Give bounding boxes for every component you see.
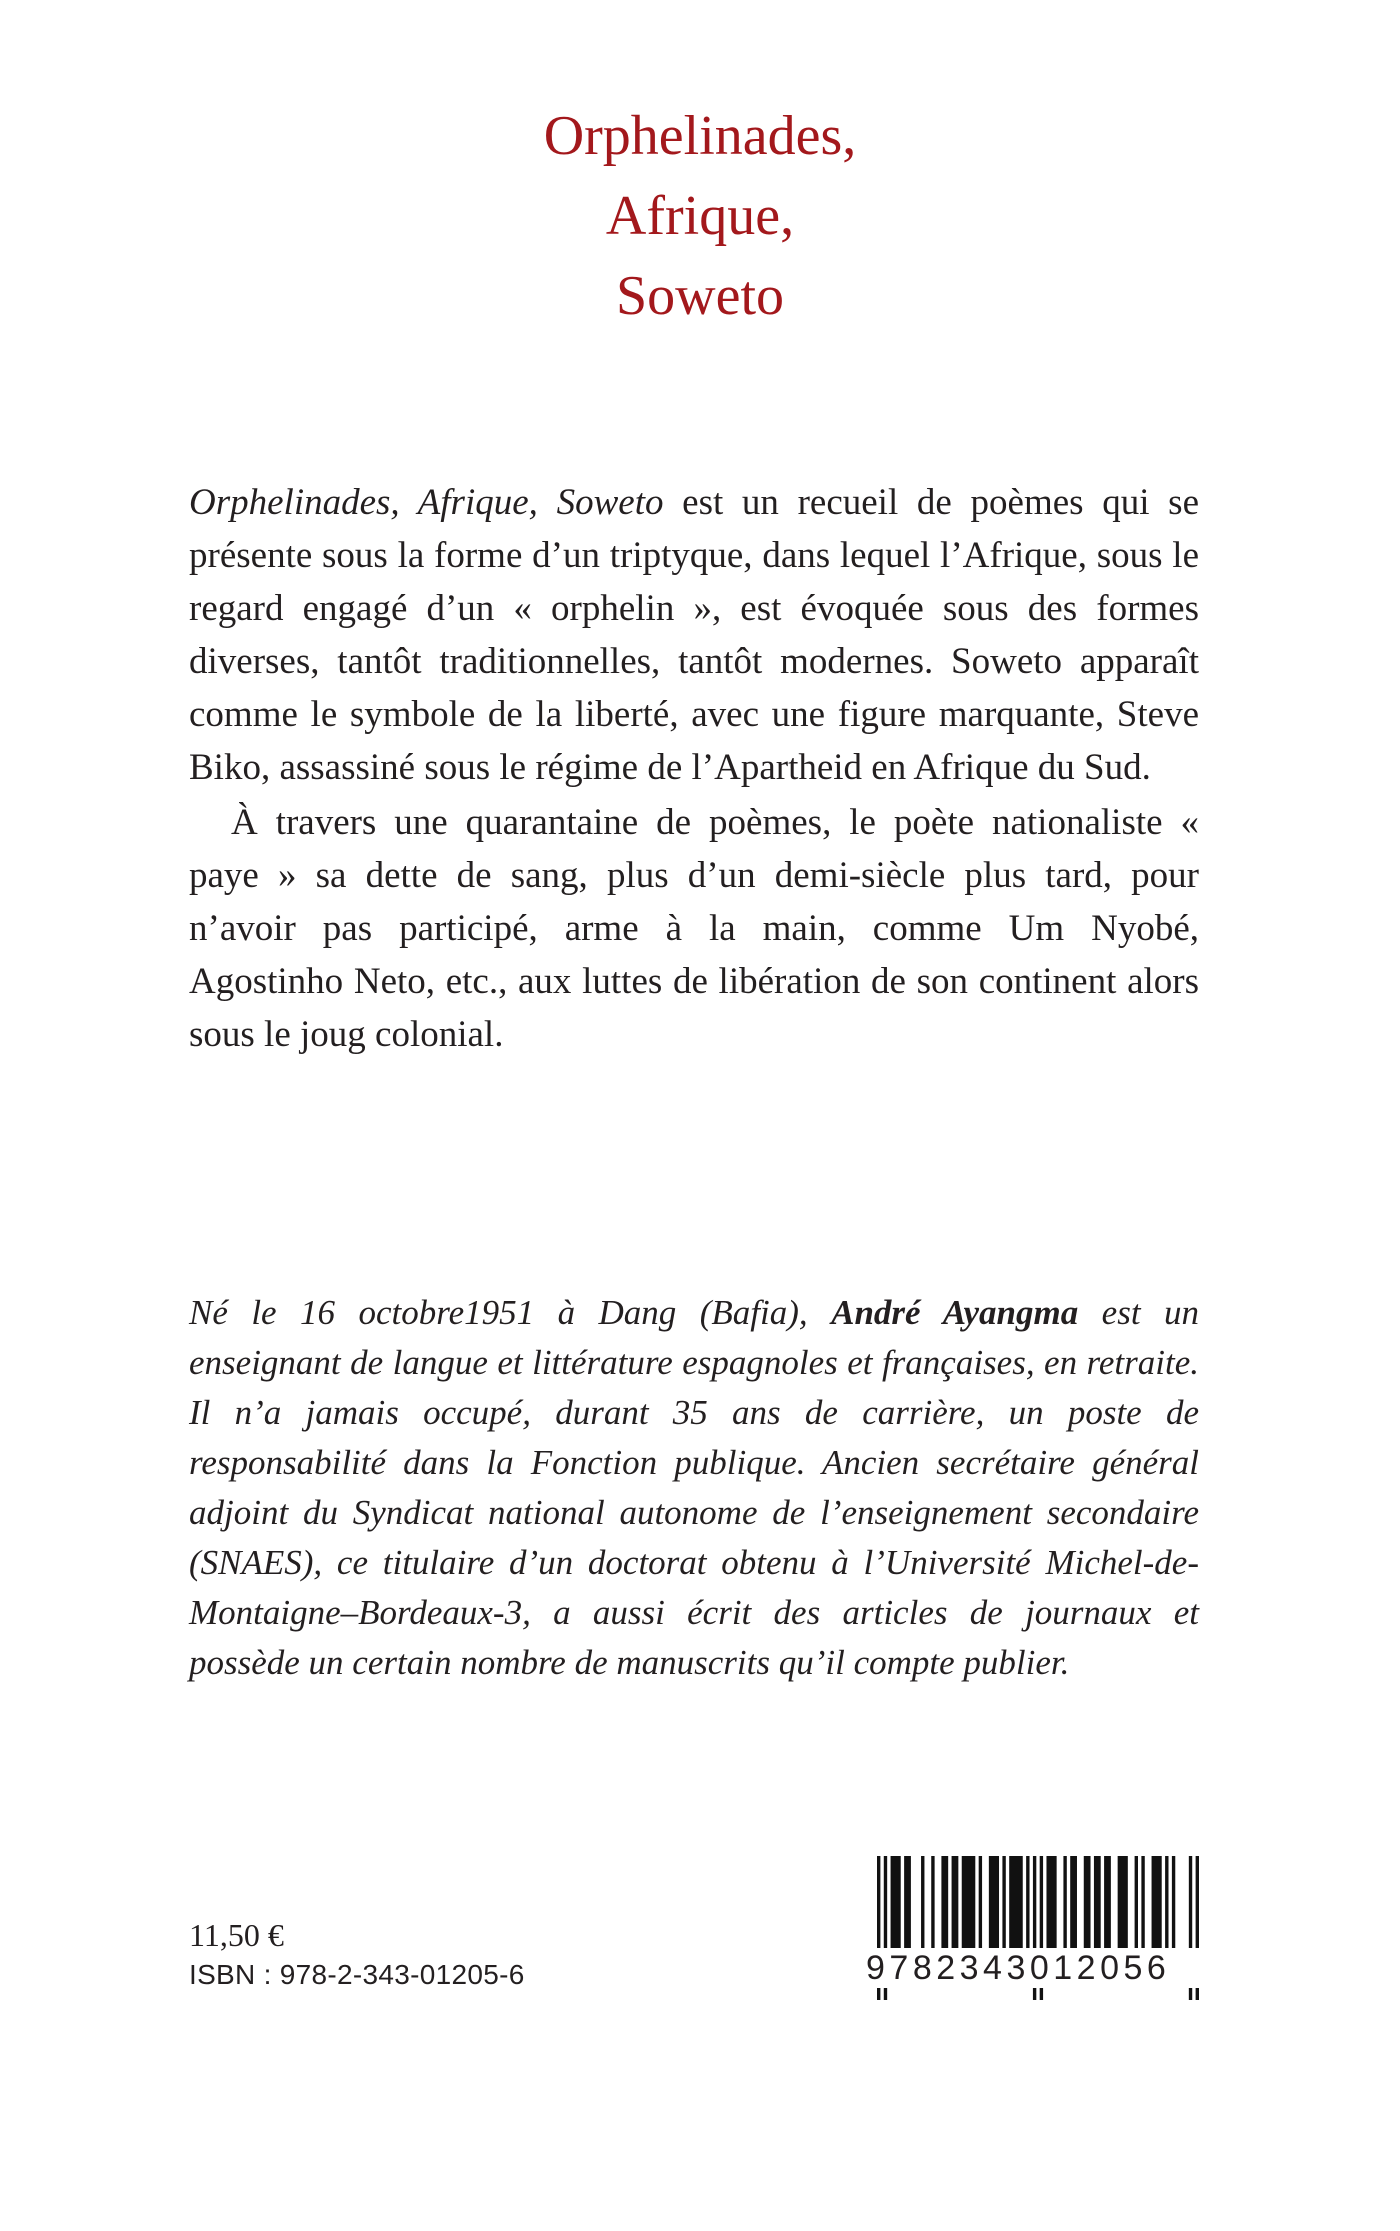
barcode-bar-11 [1002,1856,1005,1950]
author-bio [189,1288,1199,1688]
barcode-digits: 9782343012056 [866,1948,1210,1988]
barcode-bar-26 [1165,1856,1168,1950]
book-title [0,96,1400,336]
barcode-bar-21 [1104,1856,1111,1950]
author-bio-paragraph [189,1288,1199,1688]
author-bio-intro: Né le 16 octobre1951 à Dang (Bafia), [189,1293,832,1332]
barcode-bar-10 [989,1856,999,1950]
description-paragraph-1 [189,476,1199,794]
author-bio-text: est un enseignant de langue et littérature espagnoles et françaises, en retraite. Il n’a jamais occupé, durant 35 ans de carrière, un poste de responsabilité dans la Fonction publique. Ancien secrétaire général adjoint du Syndicat national autonome de l’enseignement secondaire (SNAES), ce titulaire d’un doctorat obtenu à l’Université Michel-de-Montaigne–Bordeaux-3, a aussi écrit des articles de journaux et possède un certain nombre de manuscrits qu’il compte publier. [189,1293,1199,1682]
price: 11,50 € [189,1917,284,1953]
barcode-bar-2 [891,1856,901,1950]
author-name: André Ayangma [831,1293,1079,1332]
barcode-bar-19 [1084,1856,1091,1950]
description-title-italic: Orphelinades, Afrique, Soweto [189,482,664,523]
description-paragraph-1-text: est un recueil de poèmes qui se présente sous la forme d’un triptyque, dans lequel l’Afrique, sous le regard engagé d’un « orphelin », est évoquée sous des formes diverses, tantôt traditionnelles, tantôt modernes. Soweto apparaît comme le symbole de la liberté, avec une figure marquante, Steve Biko, assassiné sous le régime de l’Apartheid en Afrique du Sud. [189,482,1199,788]
barcode-bar-17 [1063,1856,1066,1950]
title-line-3: Soweto [616,265,784,327]
description-paragraph-2: À travers une quarantaine de poèmes, le poète nationaliste « paye » sa dette de sang, plus d’un demi-siècle plus tard, pour n’avoir pas participé, arme à la main, comme Um Nyobé, Agostinho Neto, etc., aux luttes de libération de son continent alors sous le joug colonial. [189,802,1199,1055]
title-line-2: Afrique, [605,185,795,247]
barcode-bar-23 [1135,1856,1138,1950]
barcode-bar-5 [931,1856,934,1950]
barcode-bar-20 [1094,1856,1101,1950]
barcode-bar-25 [1152,1856,1162,1950]
barcode-bar-18 [1070,1856,1077,1950]
title-line-1: Orphelinades, [543,105,857,167]
barcode-bar-16 [1046,1856,1056,1950]
barcode-bar-24 [1141,1856,1144,1950]
barcode-bar-8 [962,1856,976,1950]
barcode-bar-13 [1026,1856,1029,1950]
barcode-bar-3 [904,1856,911,1950]
barcode-bar-4 [921,1856,924,1950]
barcode-bar-7 [952,1856,959,1950]
book-description [189,476,1199,1061]
barcode-bar-27 [1172,1856,1175,1950]
barcode-bar-22 [1118,1856,1128,1950]
barcode-bar-12 [1009,1856,1023,1950]
barcode-bar-6 [941,1856,948,1950]
barcode-bar-9 [979,1856,982,1950]
isbn: ISBN : 978-2-343-01205-6 [189,1959,525,1990]
